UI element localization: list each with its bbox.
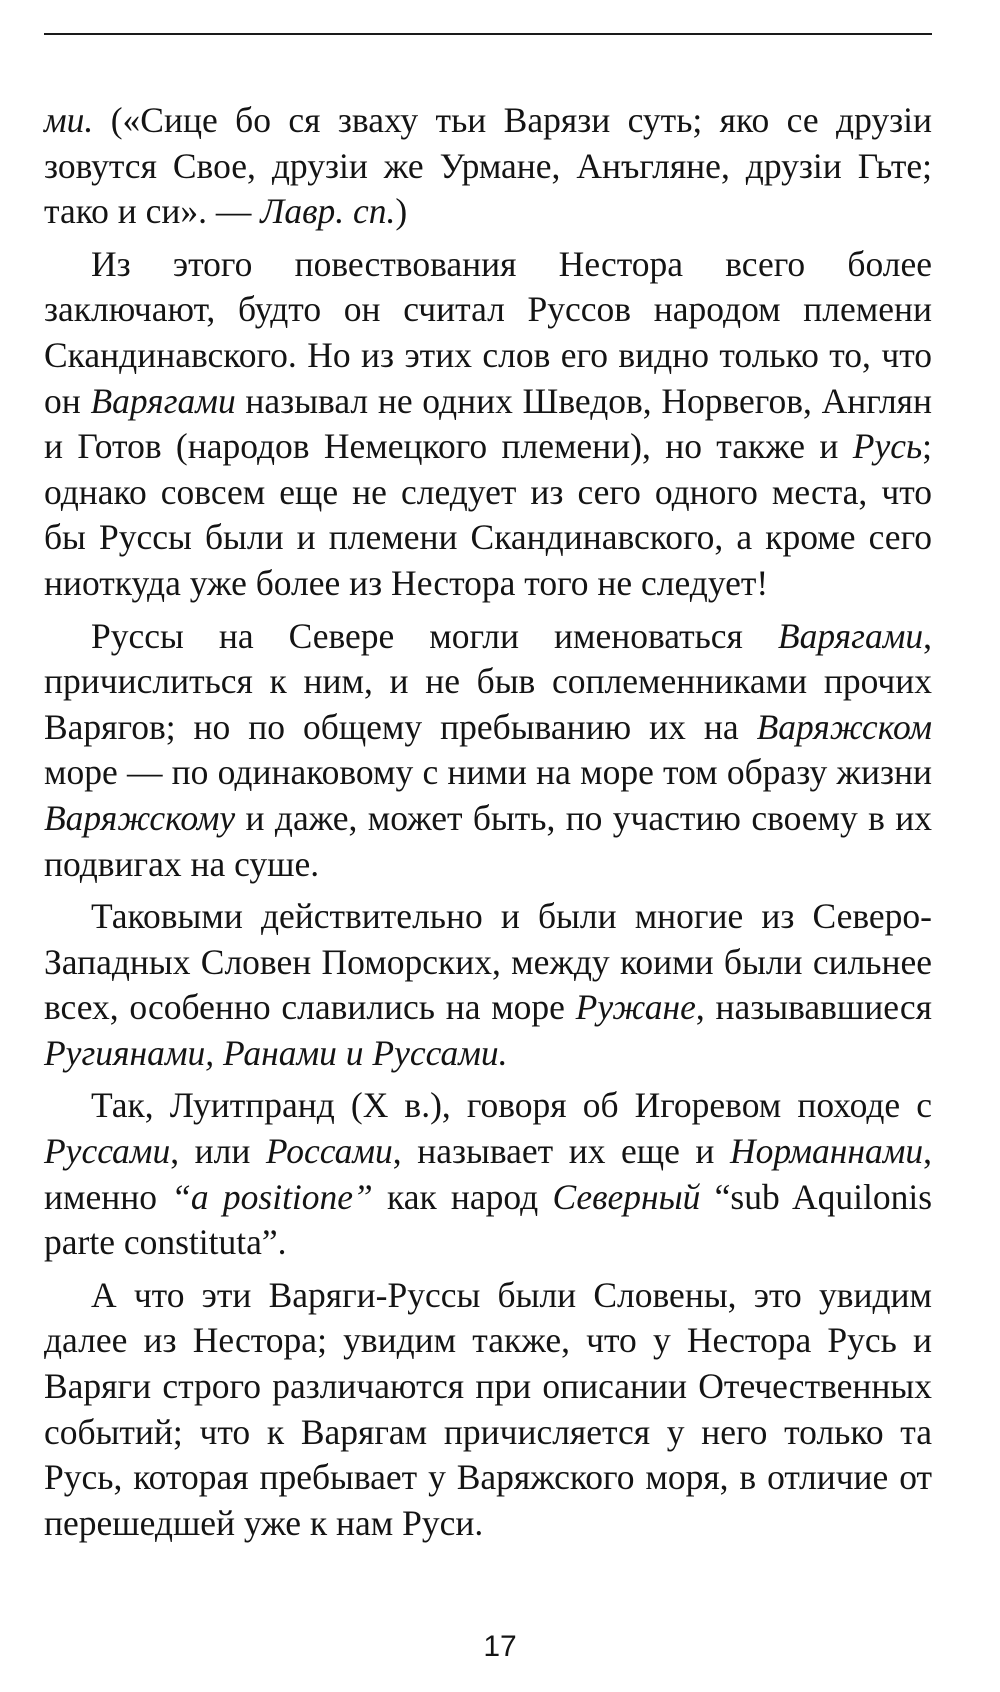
paragraph: [44, 98, 932, 235]
text-run: Руссы на Севере могли именоваться: [91, 615, 778, 656]
text-run: ): [395, 191, 408, 232]
italic-text: Варягами: [777, 615, 924, 656]
text-run: как народ: [372, 1176, 553, 1217]
text-run: , причислиться к ним, и не быв соплеменниками прочих Варягов; но по общему пребыванию их на: [44, 615, 932, 747]
italic-text: Руссами: [44, 1131, 171, 1172]
paragraph: [44, 242, 932, 607]
page-number: 17: [483, 1630, 517, 1663]
italic-text: Варяжскому: [44, 797, 236, 838]
italic-text: “a positione”: [171, 1176, 373, 1217]
paragraph: [44, 894, 932, 1076]
italic-text: Варягами: [90, 380, 236, 421]
text-run: («Сице бо ся зваху тьи Варязи суть; яко се друзіи зовутся Свое, друзіи же Урмане, Анъгляне, друзіи Гьте; тако и си». —: [44, 100, 932, 232]
text-run: море — по одинаковому с ними на море том образу жизни: [44, 752, 932, 793]
text-run: , называет их еще и: [392, 1131, 730, 1172]
italic-text: Ругиянами, Ранами и Руссами.: [44, 1032, 508, 1073]
text-run: А что эти Варяги-Руссы были Словены, это увидим далее из Нестора; увидим также, что у Нестора Русь и Варяги строго различаются при описании Отечественных событий; что к Варягам причисляется у него только та Русь, которая пребывает у Варяжского моря, в отличие от перешедшей уже к нам Руси.: [44, 1274, 932, 1543]
text-run: Так, Луитпранд (X в.), говоря об Игоревом походе с: [91, 1085, 932, 1126]
text-run: “sub Aquilonis parte constituta”.: [44, 1176, 933, 1263]
body-text: [44, 98, 932, 1553]
text-run: , именно: [44, 1131, 932, 1217]
text-run: , или: [170, 1131, 266, 1172]
italic-text: Лавр. сп.: [260, 191, 396, 232]
text-run: и даже, может быть, по участию своему в их подвигах на суше.: [44, 797, 932, 884]
italic-text: Россами: [265, 1131, 393, 1172]
paragraph: [44, 1273, 932, 1547]
paragraph: [44, 1083, 932, 1265]
text-run: называл не одних Шведов, Норвегов, Англян и Готов (народов Немецкого племени), но также и: [44, 380, 933, 467]
paragraph: [44, 614, 932, 888]
italic-text: Норманнами: [729, 1131, 924, 1172]
italic-text: ми.: [44, 100, 94, 140]
text-run: Из этого повествования Нестора всего более заключают, будто он считал Руссов народом племени Скандинавского. Но из этих слов его видно только то, что он: [44, 243, 932, 421]
italic-text: Северный: [552, 1176, 701, 1217]
header-rule: [44, 33, 932, 35]
italic-text: Русь: [852, 426, 923, 467]
text-run: ; однако совсем еще не следует из сего одного места, что бы Руссы были и племени Скандинавского, а кроме сего ниоткуда уже более из Нестора того не следует!: [44, 426, 932, 603]
italic-text: Варяжском: [756, 706, 932, 747]
italic-text: Ружане: [575, 987, 696, 1028]
text-run: , называвшиеся: [695, 987, 932, 1028]
text-run: Таковыми действительно и были многие из Северо-Западных Словен Поморских, между коими были сильнее всех, особенно славились на море: [44, 896, 932, 1028]
